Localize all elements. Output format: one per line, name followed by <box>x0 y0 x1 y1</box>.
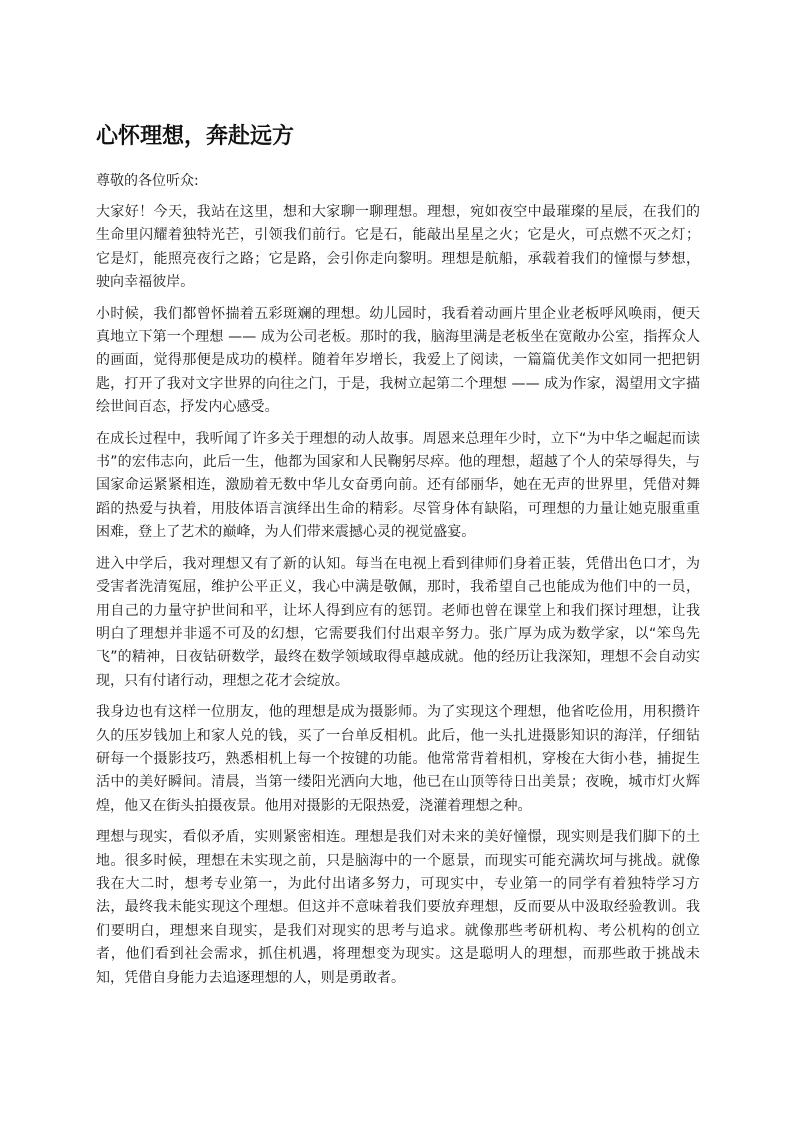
greeting-line: 尊敬的各位听众: <box>96 173 199 189</box>
paragraph-4: 进入中学后，我对理想又有了新的认知。每当在电视上看到律师们身着正装，凭借出色口才，为受害者洗清冤屈，维护公平正义，我心中满是敬佩，那时，我希望自己也能成为他们中的一员，用自己的力量守护世间和平，让坏人得到应有的惩罚。老师也曾在课堂上和我们探讨理想，让我明白了理想并非遥不可及的幻想，它需要我们付出艰辛努力。张广厚为成为数学家，以“笨鸟先飞”的精神，日夜钻研数学，最终在数学领域取得卓越成就。他的经历让我深知，理想不会自动实现，只有付诸行动，理想之花才会绽放。 <box>96 555 700 689</box>
paragraph-3: 在成长过程中，我听闻了许多关于理想的动人故事。周恩来总理年少时，立下“为中华之崛起而读书”的宏伟志向，此后一生，他都为国家和人民鞠躬尽瘁。他的理想，超越了个人的荣辱得失，与国家命运紧紧相连，激励着无数中华儿女奋勇向前。还有邰丽华，她在无声的世界里，凭借对舞蹈的热爱与执着，用肢体语言演绎出生命的精彩。尽管身体有缺陷，可理想的力量让她克服重重困难，登上了艺术的巅峰，为人们带来震撼心灵的视觉盛宴。 <box>96 430 700 541</box>
document-page <box>96 122 700 998</box>
paragraph-1: 大家好！今天，我站在这里，想和大家聊一聊理想。理想，宛如夜空中最璀璨的星辰，在我们的生命里闪耀着独特光芒，引领我们前行。它是石，能敲出星星之火；它是火，可点燃不灭之灯；它是灯，能照亮夜行之路；它是路，会引你走向黎明。理想是航船，承载着我们的憧憬与梦想，驶向幸福彼岸。 <box>96 204 700 291</box>
paragraph-2: 小时候，我们都曾怀揣着五彩斑斓的理想。幼儿园时，我看着动画片里企业老板呼风唤雨，便天真地立下第一个理想 —— 成为公司老板。那时的我，脑海里满是老板坐在宽敞办公室，指挥众人的画面，觉得那便是成功的模样。随着年岁增长，我爱上了阅读，一篇篇优美作文如同一把把钥匙，打开了我对文字世界的向往之门，于是，我树立起第二个理想 —— 成为作家，渴望用文字描绘世间百态，抒发内心感受。 <box>96 305 700 416</box>
paragraph-5: 我身边也有这样一位朋友，他的理想是成为摄影师。为了实现这个理想，他省吃俭用，用积攒许久的压岁钱加上和家人兑的钱，买了一台单反相机。此后，他一头扎进摄影知识的海洋，仔细钻研每一个摄影技巧，熟悉相机上每一个按键的功能。他常常背着相机，穿梭在大街小巷，捕捉生活中的美好瞬间。清晨，当第一缕阳光洒向大地，他已在山顶等待日出美景；夜晚，城市灯火辉煌，他又在街头拍摄夜景。他用对摄影的无限热爱，浇灌着理想之种。 <box>96 704 700 814</box>
paragraph-6: 理想与现实，看似矛盾，实则紧密相连。理想是我们对未来的美好憧憬，现实则是我们脚下的土地。很多时候，理想在未实现之前，只是脑海中的一个愿景，而现实可能充满坎坷与挑战。就像我在大二时，想考专业第一，为此付出诸多努力，可现实中，专业第一的同学有着独特学习方法，最终我未能实现这个理想。但这并不意味着我们要放弃理想，反而要从中汲取经验教训。我们要明白，理想来自现实，是我们对现实的思考与追求。就像那些考研机构、考公机构的创立者，他们看到社会需求，抓住机遇，将理想变为现实。这是聪明人的理想，而那些敢于挑战未知，凭借自身能力去追逐理想的人，则是勇敢者。 <box>96 829 700 986</box>
document-title: 心怀理想，奔赴远方 <box>96 124 295 149</box>
